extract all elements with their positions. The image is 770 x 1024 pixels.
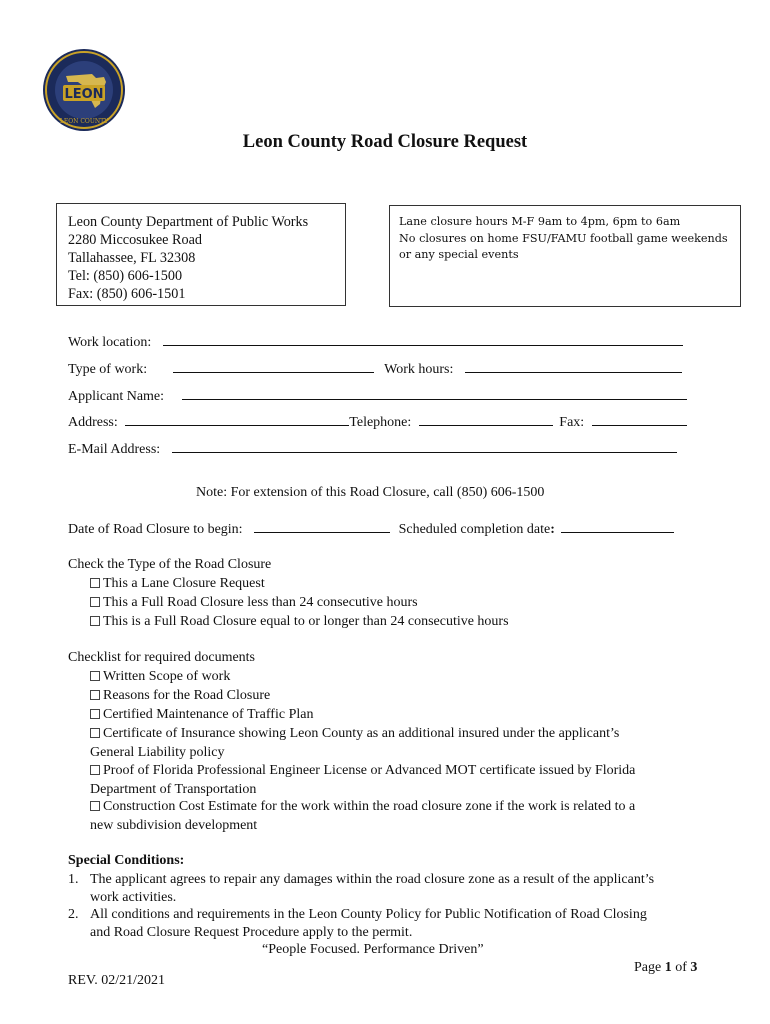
page-label: Page [634,960,662,975]
address-label: Address: [68,415,118,430]
checklist-item: Certified Maintenance of Traffic Plan [90,706,730,725]
checkbox[interactable] [90,765,100,775]
work-location-field[interactable] [163,333,683,346]
work-location-label: Work location: [68,335,152,350]
checklist-heading: Checklist for required documents [68,650,256,665]
address-line: Tel: (850) 606-1500 [68,268,183,284]
revision-date: REV. 02/21/2021 [68,973,165,988]
page-of: of [675,960,687,975]
address-line: 2280 Miccosukee Road [68,232,202,248]
address-phone-fax-row [68,413,687,432]
hours-line: or any special events [399,248,519,261]
type-hours-row [68,360,682,379]
applicant-name-row [68,387,687,406]
closure-hours-box [389,205,741,307]
date-begin-label: Date of Road Closure to begin: [68,522,243,537]
page-title: Leon County Road Closure Request [242,132,528,152]
checkbox[interactable] [90,801,100,811]
dates-row [68,520,674,539]
date-begin-field[interactable] [254,520,390,533]
address-field[interactable] [125,413,349,426]
motto: “People Focused. Performance Driven” [262,942,484,957]
work-hours-label: Work hours: [384,362,454,377]
telephone-field[interactable] [419,413,553,426]
address-box [56,203,346,306]
checkbox[interactable] [90,578,100,588]
checklist-item-cont: General Liability policy [90,744,225,760]
checkbox[interactable] [90,671,100,681]
item-number: 2. [68,907,79,922]
telephone-label: Telephone: [349,415,412,430]
closure-option: This a Lane Closure Request [90,575,730,594]
seal-text: LEON [64,87,104,102]
extension-note: Note: For extension of this Road Closure, call (850) 606-1500 [196,485,545,500]
special-condition-item [68,906,748,941]
checklist-item: Proof of Florida Professional Engineer License or Advanced MOT certificate issued by Florida Department of Transportation [90,762,730,799]
email-row [68,440,677,459]
work-hours-field[interactable] [465,360,682,373]
applicant-name-field[interactable] [182,387,687,400]
work-location-row [68,333,683,352]
type-of-work-label: Type of work: [68,362,148,377]
email-field[interactable] [172,440,677,453]
address-line: Tallahassee, FL 32308 [68,250,196,266]
page-total: 3 [690,960,698,975]
page-number [634,960,697,976]
seal-ring-text: LEON COUNTY [59,118,109,125]
closure-option: This is a Full Road Closure equal to or longer than 24 consecutive hours [90,613,730,632]
closure-type-heading: Check the Type of the Road Closure [68,557,272,572]
checkbox[interactable] [90,690,100,700]
address-line: Fax: (850) 606-1501 [68,286,186,302]
checklist-item: Reasons for the Road Closure [90,687,730,706]
checklist-item: Certificate of Insurance showing Leon County as an additional insured under the applicant’s General Liability policy [90,725,730,762]
completion-date-label: Scheduled completion date [398,522,551,537]
closure-option: This a Full Road Closure less than 24 consecutive hours [90,594,730,613]
checkbox[interactable] [90,616,100,626]
checklist-item: Written Scope of work [90,668,730,687]
fax-label: Fax: [559,415,585,430]
leon-county-seal-logo [42,48,126,132]
checkbox[interactable] [90,709,100,719]
page-current: 1 [664,960,672,975]
item-text-cont: and Road Closure Request Procedure apply to the permit. [90,924,413,940]
special-condition-item [68,871,748,906]
checklist-item: Construction Cost Estimate for the work within the road closure zone if the work is related to a new subdivision development [90,798,730,835]
hours-line: Lane closure hours M-F 9am to 4pm, 6pm to 6am [399,215,681,228]
type-of-work-field[interactable] [173,360,374,373]
item-number: 1. [68,872,79,887]
item-text: All conditions and requirements in the Leon County Policy for Public Notification of Road Closing [90,907,647,922]
checkbox[interactable] [90,728,100,738]
checklist-item-cont: Department of Transportation [90,781,257,797]
special-conditions-heading: Special Conditions: [68,853,185,868]
address-line: Leon County Department of Public Works [68,214,309,230]
email-label: E-Mail Address: [68,442,161,457]
completion-date-field[interactable] [561,520,674,533]
applicant-name-label: Applicant Name: [68,389,165,404]
fax-field[interactable] [592,413,687,426]
item-text-cont: work activities. [90,889,177,905]
completion-date-colon: : [550,522,555,537]
item-text: The applicant agrees to repair any damages within the road closure zone as a result of the applicant’s [90,872,655,887]
hours-line: No closures on home FSU/FAMU football game weekends [399,231,728,245]
checkbox[interactable] [90,597,100,607]
checklist-item-cont: new subdivision development [90,817,258,833]
